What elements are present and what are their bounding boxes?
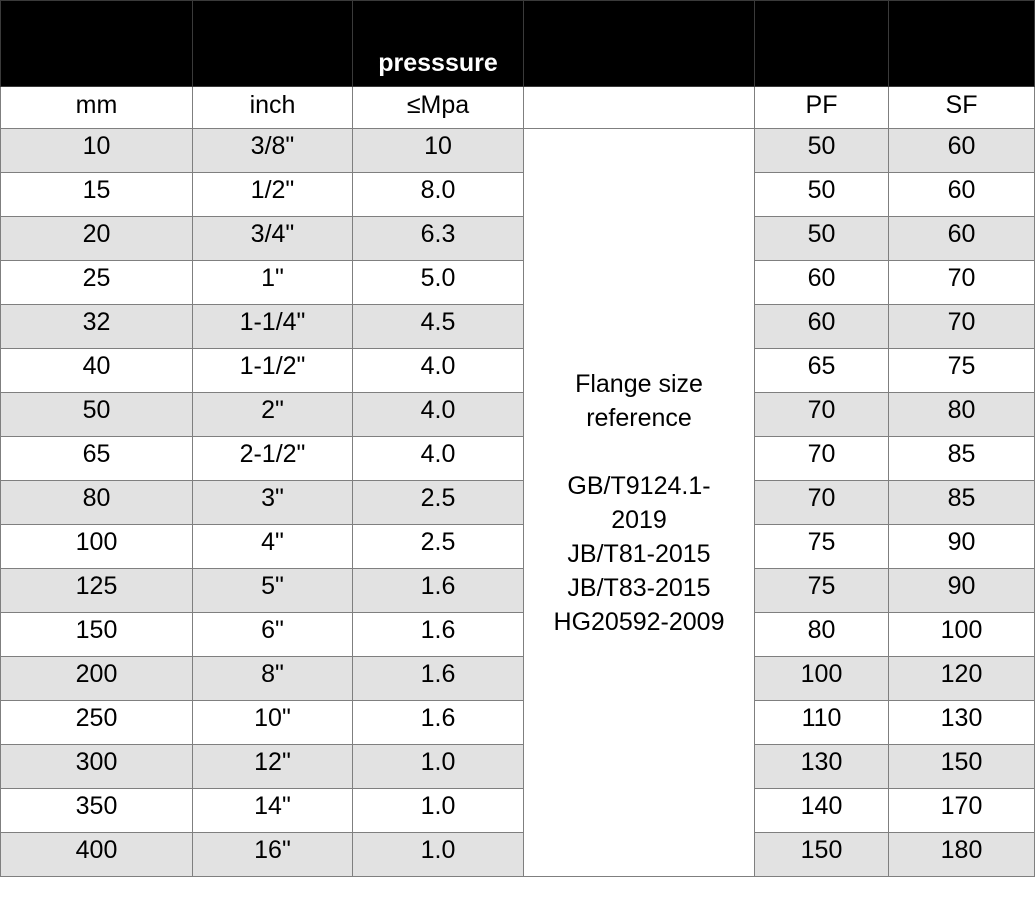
cell-pf: 50 [755,129,889,173]
cell-sf: 75 [889,349,1035,393]
table-row [1,569,1035,613]
cell-mpa: 1.6 [353,613,524,657]
cell-sf: 80 [889,393,1035,437]
header-cell-inch [193,1,353,87]
cell-mm: 350 [1,789,193,833]
cell-mpa: 4.5 [353,305,524,349]
table-row [1,481,1035,525]
cell-pf: 50 [755,217,889,261]
cell-pf: 50 [755,173,889,217]
table-row [1,525,1035,569]
reference-spacer [530,435,748,469]
table-row [1,701,1035,745]
cell-sf: 90 [889,569,1035,613]
cell-mpa: 1.6 [353,657,524,701]
cell-inch: 1-1/4" [193,305,353,349]
cell-pf: 60 [755,305,889,349]
cell-pf: 75 [755,569,889,613]
cell-pf: 70 [755,481,889,525]
cell-pf: 65 [755,349,889,393]
cell-pf: 110 [755,701,889,745]
cell-sf: 85 [889,437,1035,481]
cell-pf: 75 [755,525,889,569]
cell-mm: 65 [1,437,193,481]
table-row [1,217,1035,261]
cell-mm: 80 [1,481,193,525]
units-row [1,87,1035,129]
cell-mpa: 4.0 [353,349,524,393]
reference-standard: JB/T83-2015 [567,573,711,602]
header-row [1,1,1035,87]
table-row [1,261,1035,305]
cell-mm: 100 [1,525,193,569]
unit-mm: mm [1,87,193,129]
cell-pf: 60 [755,261,889,305]
reference-title-line2: reference [586,403,692,432]
cell-mpa: 5.0 [353,261,524,305]
reference-standard: HG20592-2009 [553,607,725,636]
cell-mm: 50 [1,393,193,437]
cell-mpa: 8.0 [353,173,524,217]
cell-sf: 150 [889,745,1035,789]
cell-mpa: 1.0 [353,745,524,789]
table-row [1,393,1035,437]
cell-mpa: 4.0 [353,393,524,437]
table-row [1,789,1035,833]
cell-mpa: 1.0 [353,833,524,877]
table-row [1,349,1035,393]
cell-inch: 6" [193,613,353,657]
cell-mm: 32 [1,305,193,349]
unit-pf: PF [755,87,889,129]
cell-mm: 400 [1,833,193,877]
cell-sf: 70 [889,305,1035,349]
cell-inch: 3/4" [193,217,353,261]
cell-mm: 25 [1,261,193,305]
cell-sf: 180 [889,833,1035,877]
reference-standard: GB/T9124.1- [567,471,711,500]
reference-title-line1: Flange size [575,369,703,398]
cell-pf: 100 [755,657,889,701]
header-cell-sf [889,1,1035,87]
cell-mm: 15 [1,173,193,217]
header-cell-pressure: presssure [353,1,524,87]
cell-inch: 1-1/2" [193,349,353,393]
cell-mpa: 10 [353,129,524,173]
header-cell-mm [1,1,193,87]
cell-mpa: 1.6 [353,701,524,745]
cell-inch: 12" [193,745,353,789]
cell-pf: 130 [755,745,889,789]
cell-mm: 300 [1,745,193,789]
cell-sf: 60 [889,217,1035,261]
header-cell-reference [524,1,755,87]
unit-sf: SF [889,87,1035,129]
reference-cell [524,129,755,877]
cell-mm: 125 [1,569,193,613]
reference-standard: JB/T81-2015 [567,539,711,568]
cell-inch: 5" [193,569,353,613]
cell-mm: 200 [1,657,193,701]
cell-sf: 100 [889,613,1035,657]
table-row [1,745,1035,789]
cell-pf: 140 [755,789,889,833]
table-row [1,173,1035,217]
cell-inch: 2" [193,393,353,437]
cell-sf: 60 [889,173,1035,217]
cell-pf: 70 [755,437,889,481]
cell-mpa: 2.5 [353,525,524,569]
table-row [1,305,1035,349]
cell-mpa: 4.0 [353,437,524,481]
cell-mm: 250 [1,701,193,745]
cell-mpa: 2.5 [353,481,524,525]
cell-pf: 70 [755,393,889,437]
unit-pressure: ≤Mpa [353,87,524,129]
cell-sf: 60 [889,129,1035,173]
reference-standard: 2019 [611,505,667,534]
cell-sf: 70 [889,261,1035,305]
table-row [1,833,1035,877]
cell-mpa: 1.6 [353,569,524,613]
table-row [1,437,1035,481]
cell-sf: 130 [889,701,1035,745]
cell-inch: 1/2" [193,173,353,217]
unit-inch: inch [193,87,353,129]
cell-inch: 14" [193,789,353,833]
cell-mm: 10 [1,129,193,173]
cell-pf: 80 [755,613,889,657]
cell-sf: 90 [889,525,1035,569]
cell-inch: 1" [193,261,353,305]
cell-inch: 10" [193,701,353,745]
cell-sf: 120 [889,657,1035,701]
cell-inch: 3" [193,481,353,525]
table-row [1,613,1035,657]
cell-inch: 8" [193,657,353,701]
table-row [1,657,1035,701]
cell-inch: 16" [193,833,353,877]
table-row [1,129,1035,173]
cell-sf: 170 [889,789,1035,833]
cell-mm: 150 [1,613,193,657]
cell-inch: 2-1/2" [193,437,353,481]
unit-reference [524,87,755,129]
cell-mm: 40 [1,349,193,393]
cell-mpa: 1.0 [353,789,524,833]
header-cell-pf [755,1,889,87]
cell-inch: 4" [193,525,353,569]
cell-inch: 3/8" [193,129,353,173]
cell-pf: 150 [755,833,889,877]
cell-mpa: 6.3 [353,217,524,261]
cell-mm: 20 [1,217,193,261]
cell-sf: 85 [889,481,1035,525]
